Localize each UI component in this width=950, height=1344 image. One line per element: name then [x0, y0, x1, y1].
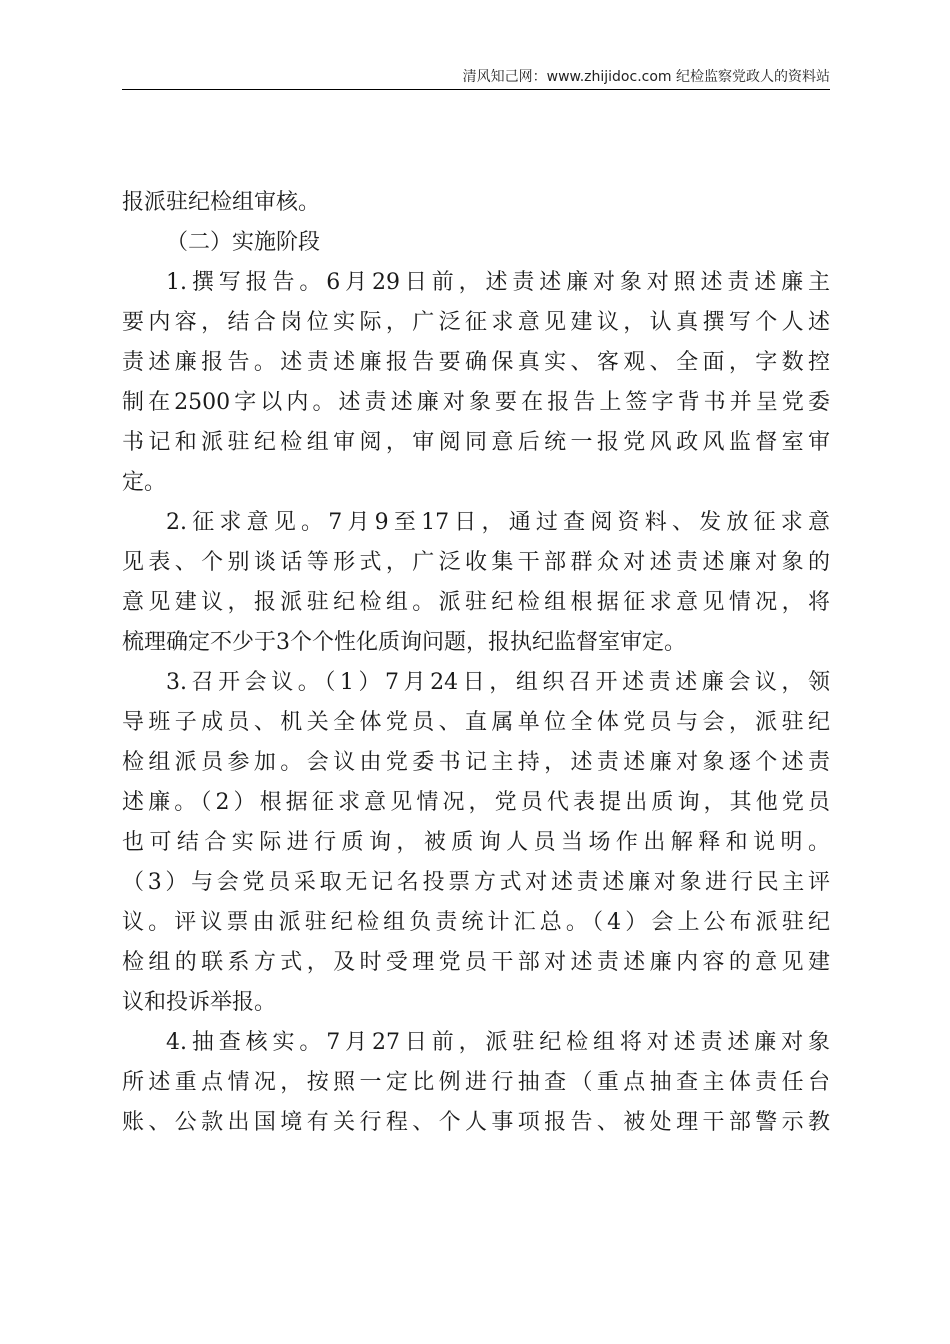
- text-line: 账、公款出国境有关行程、个人事项报告、被处理干部警示教: [122, 1110, 830, 1135]
- text-line: 见表、个别谈话等形式，广泛收集干部群众对述责述廉对象的: [122, 550, 830, 575]
- text-line: 检组派员参加。会议由党委书记主持，述责述廉对象逐个述责: [122, 750, 830, 775]
- text-line: 议和投诉举报。: [122, 990, 277, 1015]
- text-line: 3.召开会议。（1）7月24日，组织召开述责述廉会议，领: [166, 670, 830, 695]
- text-line: 导班子成员、机关全体党员、直属单位全体党员与会，派驻纪: [122, 710, 830, 735]
- header-divider: [122, 89, 830, 90]
- text-line: 2.征求意见。7月9至17日，通过查阅资料、发放征求意: [166, 510, 830, 535]
- text-line: 责述廉报告。述责述廉报告要确保真实、客观、全面，字数控: [122, 350, 830, 375]
- text-line: （3）与会党员采取无记名投票方式对述责述廉对象进行民主评: [122, 870, 830, 895]
- text-line: 制在2500字以内。述责述廉对象要在报告上签字背书并呈党委: [122, 390, 830, 415]
- text-line: 梳理确定不少于3个个性化质询问题，报执纪监督室审定。: [122, 630, 686, 655]
- text-line: （二）实施阶段: [166, 230, 321, 255]
- page-header: 清风知己网：www.zhijidoc.com 纪检监察党政人的资料站: [462, 69, 830, 85]
- text-line: 议。评议票由派驻纪检组负责统计汇总。（4）会上公布派驻纪: [122, 910, 830, 935]
- text-line: 定。: [122, 470, 167, 495]
- text-line: 报派驻纪检组审核。: [122, 190, 321, 215]
- text-line: 1.撰写报告。6月29日前，述责述廉对象对照述责述廉主: [166, 270, 830, 295]
- document-body: [122, 183, 830, 1143]
- text-line: 要内容，结合岗位实际，广泛征求意见建议，认真撰写个人述: [122, 310, 830, 335]
- text-line: 检组的联系方式，及时受理党员干部对述责述廉内容的意见建: [122, 950, 830, 975]
- text-line: 书记和派驻纪检组审阅，审阅同意后统一报党风政风监督室审: [122, 430, 830, 455]
- text-line: 述廉。（2）根据征求意见情况，党员代表提出质询，其他党员: [122, 790, 830, 815]
- text-line: 意见建议，报派驻纪检组。派驻纪检组根据征求意见情况，将: [122, 590, 830, 615]
- text-line: 4.抽查核实。7月27日前，派驻纪检组将对述责述廉对象: [166, 1030, 830, 1055]
- text-line: 也可结合实际进行质询，被质询人员当场作出解释和说明。: [122, 830, 830, 855]
- text-line: 所述重点情况，按照一定比例进行抽查（重点抽查主体责任台: [122, 1070, 830, 1095]
